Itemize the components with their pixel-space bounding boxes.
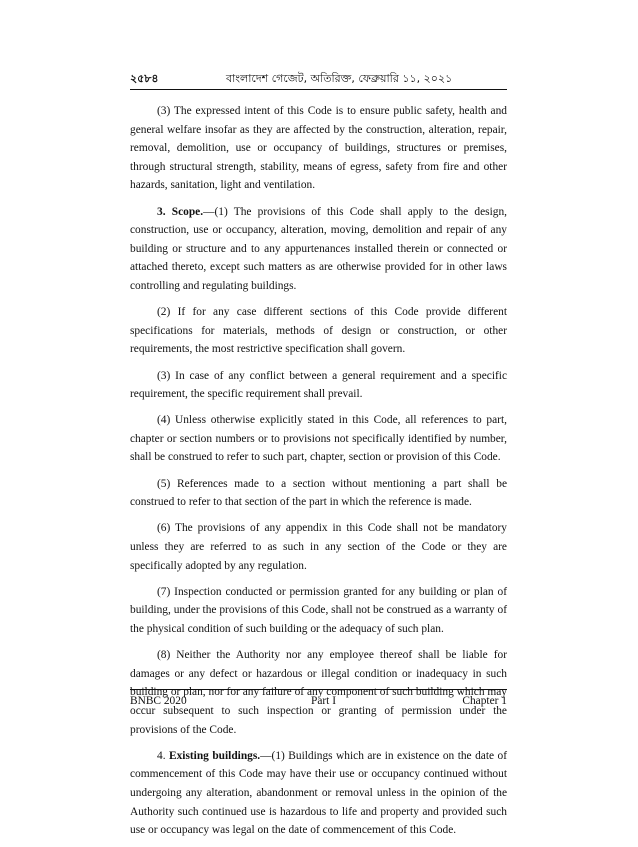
paragraph-scope-5: (5) References made to a section without mentioning a part shall be construed to refer to that section of the part in which the reference is made.	[130, 477, 507, 509]
page-footer	[130, 689, 507, 712]
section-heading-scope: 3. Scope.	[157, 205, 204, 218]
page-number: ২৫৮৪	[130, 72, 159, 85]
footer-part: Part I	[311, 695, 336, 707]
paragraph-scope-4: (4) Unless otherwise explicitly stated in this Code, all references to part, chapter or section numbers or to provisions not specifically identified by number, shall be construed to refer to such part, chapter, section or provision of this Code.	[130, 414, 507, 464]
paragraph-text: —(1) The provisions of this Code shall apply to the design, construction, use or occupancy, alteration, moving, demolition and repair of any building or structure and to any appurtenances installed therein or connected or attached thereto, except such matters as are otherwise provided for in other laws controlling and regulating buildings.	[130, 205, 507, 292]
section-lead: 4.	[157, 749, 169, 762]
paragraph-scope-7: (7) Inspection conducted or permission granted for any building or plan of building, under the provisions of this Code, shall not be construed as a warranty of the physical condition of such building or the adequacy of such plan.	[130, 585, 507, 635]
paragraph-scope-6: (6) The provisions of any appendix in this Code shall not be mandatory unless they are referred to as such in any section of the Code or they are specifically adopted by any regulation.	[130, 522, 507, 572]
paragraph-scope-8: (8) Neither the Authority nor any employee thereof shall be liable for damages or any defect or hazardous or illegal condition or inadequacy in such building or plan, nor for any failure of any component of such building which may occur subsequent to such inspection or granting of permission under the provisions of the Code.	[130, 649, 507, 736]
paragraph-scope-3: (3) In case of any conflict between a general requirement and a specific requirement, the specific requirement shall prevail.	[130, 369, 507, 401]
paragraph-scope-1	[130, 203, 507, 296]
document-body	[130, 102, 507, 847]
footer-code-name: BNBC 2020	[130, 695, 187, 707]
page-header	[130, 69, 507, 90]
footer-chapter: Chapter 1	[462, 695, 507, 707]
gazette-running-title: বাংলাদেশ গেজেট, অতিরিক্ত, ফেব্রুয়ারি ১১, ২০২১	[226, 72, 453, 85]
paragraph-intent: (3) The expressed intent of this Code is to ensure public safety, health and general welfare insofar as they are affected by the construction, alteration, repair, removal, demolition, use or occupancy of buildings, structures or premises, through structural strength, stability, means of egress, safety from fire and other hazards, sanitation, light and ventilation.	[130, 105, 507, 192]
paragraph-text: —(1) Buildings which are in existence on the date of commencement of this Code may have their use or occupancy continued without undergoing any alteration, abandonment or removal unless in the opinion of the Authority such continued use is hazardous to life and property and provided such use or occupancy was legal on the date of commencement of this Code.	[130, 749, 507, 837]
section-heading-existing-buildings: Existing buildings.	[169, 749, 261, 762]
paragraph-scope-2: (2) If for any case different sections of this Code provide different specifications for materials, methods of design or construction, or other requirements, the most restrictive specification shall govern.	[130, 306, 507, 356]
